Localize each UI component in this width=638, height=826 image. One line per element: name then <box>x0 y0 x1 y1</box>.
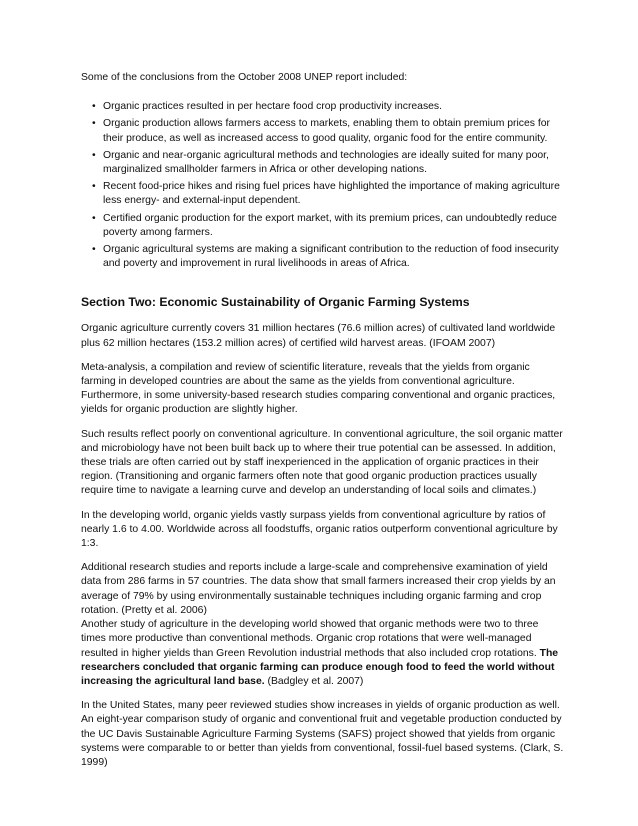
list-item-text: Certified organic production for the export market, with its premium prices, can undoubtedly reduce poverty among farmers. <box>103 212 557 238</box>
list-item-text: Organic and near-organic agricultural methods and technologies are ideally suited for many poor, marginalized smallholder farmers in Africa or other developing nations. <box>103 149 549 176</box>
researchers-conclusion-bold: The researchers concluded that organic farming can produce enough food to feed the world without increasing the agricultural land base. <box>81 647 559 687</box>
list-item <box>92 100 565 114</box>
paragraph-additional-research: Additional research studies and reports include a large-scale and comprehensive examination of yield data from 286 farms in 57 countries. The data show that small farmers increased their crop yields by an average of 79% by using environmentally sustainable techniques including organic farming and crop rotation. (Pretty et al. 2006) <box>81 562 556 616</box>
list-item <box>92 180 565 208</box>
list-item-text: Organic production allows farmers access to markets, enabling them to obtain premium prices for their produce, as well as increased access to good quality, organic food for the entire community. <box>103 118 550 144</box>
bullet-icon: • <box>92 181 96 193</box>
paragraph-united-states: In the United States, many peer reviewed studies show increases in yields of organic production as well. An eight-year comparison study of organic and conventional fruit and vegetable production conducted by the UC Davis Sustainable Agriculture Farming Systems (SAFS) project showed that yields from organic systems were comparable to or better than yields from conventional, fossil-fuel based systems. (Clark, S. 1999) <box>81 700 564 768</box>
document-page <box>81 71 565 780</box>
list-item-text: Organic agricultural systems are making a significant contribution to the reduction of food insecurity and poverty and improvement in rural livelihoods in areas of Africa. <box>103 244 559 270</box>
paragraph-meta-analysis: Meta-analysis, a compilation and review of scientific literature, reveals that the yields from organic farming in developed countries are about the same as the yields from conventional agriculture. Furthermore, in some university-based research studies comparing conventional and organic practices, yields for organic production are slightly higher. <box>81 361 556 416</box>
bullet-icon: • <box>92 118 96 130</box>
bullet-icon: • <box>92 244 96 256</box>
paragraph-conventional-results: Such results reflect poorly on conventional agriculture. In conventional agriculture, the soil organic matter and microbiology have not been built back up to where their true potential can be assessed. In addition, these trials are often carried out by staff inexperienced in the application of organic practices in their region. (Transitioning and organic farmers often note that good organic production practices usually require time to navigate a learning curve and develop an understanding of local soils and climates.) <box>81 428 563 497</box>
list-item <box>92 117 565 145</box>
paragraph-developing-world: In the developing world, organic yields vastly surpass yields from conventional agriculture by ratios of nearly 1.6 to 4.00. Worldwide across all foodstuffs, organic ratios outperform conventional agriculture by 1:3. <box>81 509 558 550</box>
another-study-text: Another study of agriculture in the developing world showed that organic methods were two to three times more productive than conventional methods. Organic crop rotations that were well-managed resulted in higher yields than Green Revolution industrial methods that also included crop rotations. <box>81 619 540 659</box>
list-item <box>92 243 565 271</box>
list-item <box>92 212 565 240</box>
bullet-icon: • <box>92 149 96 161</box>
paragraph-hectares: Organic agriculture currently covers 31 million hectares (76.6 million acres) of cultivated land worldwide plus 62 million hectares (153.2 million acres) of certified wild harvest areas. (IFOAM 2007) <box>81 323 556 349</box>
paragraph-another-study <box>81 618 565 689</box>
list-item-text: Organic practices resulted in per hectare food crop productivity increases. <box>103 101 443 113</box>
intro-paragraph: Some of the conclusions from the October 2008 UNEP report included: <box>81 72 408 83</box>
list-item <box>92 149 565 177</box>
conclusions-list <box>92 100 565 271</box>
section-heading: Section Two: Economic Sustainability of Organic Farming Systems <box>81 295 470 310</box>
bullet-icon: • <box>92 101 96 113</box>
badgley-citation: (Badgley et al. 2007) <box>264 675 364 687</box>
list-item-text: Recent food-price hikes and rising fuel prices have highlighted the importance of making agriculture less energy- and external-input dependent. <box>103 181 560 207</box>
bullet-icon: • <box>92 212 96 224</box>
